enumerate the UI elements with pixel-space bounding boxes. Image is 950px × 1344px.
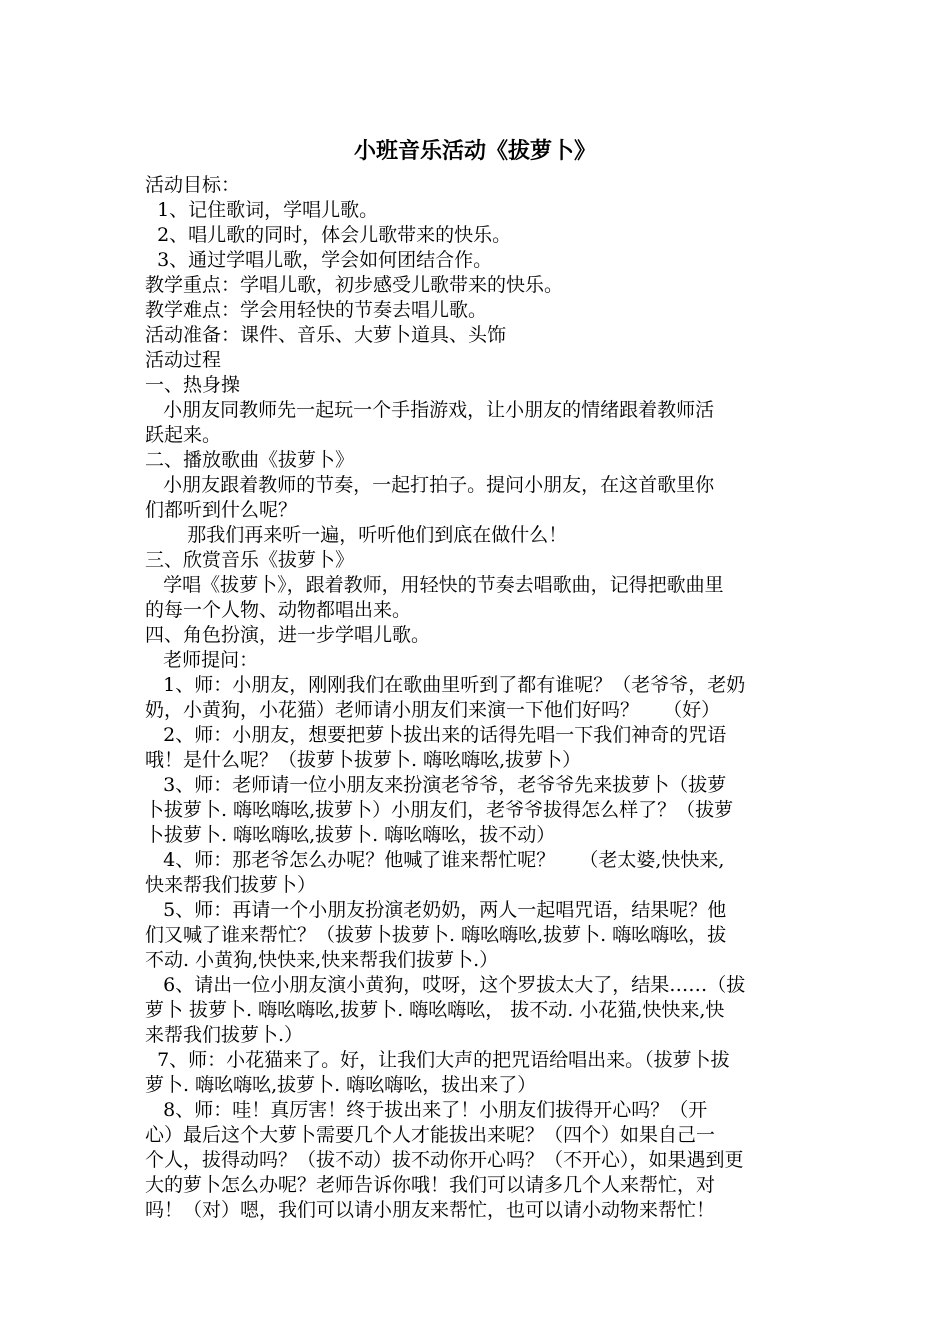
text-line: 2、唱儿歌的同时，体会儿歌带来的快乐。 [145,224,512,246]
text-line: 不动. 小黄狗,快快来,快来帮我们拔萝卜.） [145,949,499,971]
text-line: 哦！是什么呢？（拔萝卜拔萝卜. 嗨吆嗨吆,拔萝卜） [145,749,582,771]
text-line: 个人，拔得动吗？（拔不动）拔不动你开心吗？（不开心），如果遇到更 [145,1149,744,1171]
text-line: 心）最后这个大萝卜需要几个人才能拔出来呢？（四个）如果自己一 [145,1124,716,1146]
text-line: 2、师：小朋友，想要把萝卜拔出来的话得先唱一下我们神奇的咒语 [145,724,727,746]
document-body [145,173,808,1223]
text-line: 的每一个人物、动物都唱出来。 [145,599,412,621]
text-line: 活动过程 [145,349,222,371]
text-line: 奶，小黄狗，小花猫）老师请小朋友们来演一下他们好吗？ （好） [145,699,721,721]
text-line: 跃起来。 [145,424,222,446]
text-line: 们又喊了谁来帮忙？（拔萝卜拔萝卜. 嗨吆嗨吆,拔萝卜. 嗨吆嗨吆，拔 [145,924,727,946]
text-line: 活动目标： [145,174,241,196]
text-line: 6、请出一位小朋友演小黄狗，哎呀，这个罗拔太大了，结果……（拔 [145,974,746,996]
text-line: 小朋友跟着教师的节奏，一起打拍子。提问小朋友，在这首歌里你 [145,474,715,496]
text-line: 卜拔萝卜. 嗨吆嗨吆,拔萝卜）小朋友们，老爷爷拔得怎么样了？（拔萝 [145,799,734,821]
text-line: 们都听到什么呢？ [145,499,298,521]
text-line: 二、播放歌曲《拔萝卜》 [145,449,355,471]
text-line: 小朋友同教师先一起玩一个手指游戏，让小朋友的情绪跟着教师活 [145,399,715,421]
text-line: 卜拔萝卜. 嗨吆嗨吆,拔萝卜. 嗨吆嗨吆，拔不动） [145,824,556,846]
text-line: 教学重点：学唱儿歌，初步感受儿歌带来的快乐。 [145,274,564,296]
text-line: 吗！（对）嗯，我们可以请小朋友来帮忙，也可以请小动物来帮忙！ [145,1199,716,1221]
text-line: 三、欣赏音乐《拔萝卜》 [145,549,355,571]
text-line: 学唱《拔萝卜》，跟着教师，用轻快的节奏去唱歌曲，记得把歌曲里 [145,574,724,596]
text-line: 5、师：再请一个小朋友扮演老奶奶，两人一起唱咒语，结果呢？他 [145,899,727,921]
text-line: 4、师：那老爷怎么办呢？他喊了谁来帮忙呢？ （老太婆,快快来, [145,849,725,871]
text-line: 四、角色扮演，进一步学唱儿歌。 [145,624,431,646]
text-line: 一、热身操 [145,374,241,396]
text-line: 活动准备：课件、音乐、大萝卜道具、头饰 [145,324,507,346]
text-line: 1、师：小朋友，刚刚我们在歌曲里听到了都有谁呢？（老爷爷，老奶 [145,674,746,696]
text-line: 7、师：小花猫来了。好，让我们大声的把咒语给唱出来。（拔萝卜拔 [145,1049,730,1071]
text-line: 快来帮我们拔萝卜） [145,874,317,896]
text-line: 8、师：哇！真厉害！终于拔出来了！小朋友们拔得开心吗？（开 [145,1099,708,1121]
text-line: 3、通过学唱儿歌，学会如何团结合作。 [145,249,493,271]
text-line: 萝卜 拔萝卜. 嗨吆嗨吆,拔萝卜. 嗨吆嗨吆， 拔不动. 小花猫,快快来,快 [145,999,725,1021]
text-line: 来帮我们拔萝卜.） [145,1024,304,1046]
text-line: 老师提问： [145,649,259,671]
text-line: 教学难点：学会用轻快的节奏去唱儿歌。 [145,299,488,321]
document-title: 小班音乐活动《拔萝卜》 [353,138,596,164]
text-line: 1、记住歌词，学唱儿歌。 [145,199,379,221]
text-line: 大的萝卜怎么办呢？老师告诉你哦！我们可以请多几个人来帮忙，对 [145,1174,716,1196]
text-line: 那我们再来听一遍，听听他们到底在做什么！ [145,524,568,546]
text-line: 萝卜. 嗨吆嗨吆,拔萝卜. 嗨吆嗨吆，拔出来了） [145,1074,537,1096]
text-line: 3、师：老师请一位小朋友来扮演老爷爷，老爷爷先来拔萝卜（拔萝 [145,774,727,796]
